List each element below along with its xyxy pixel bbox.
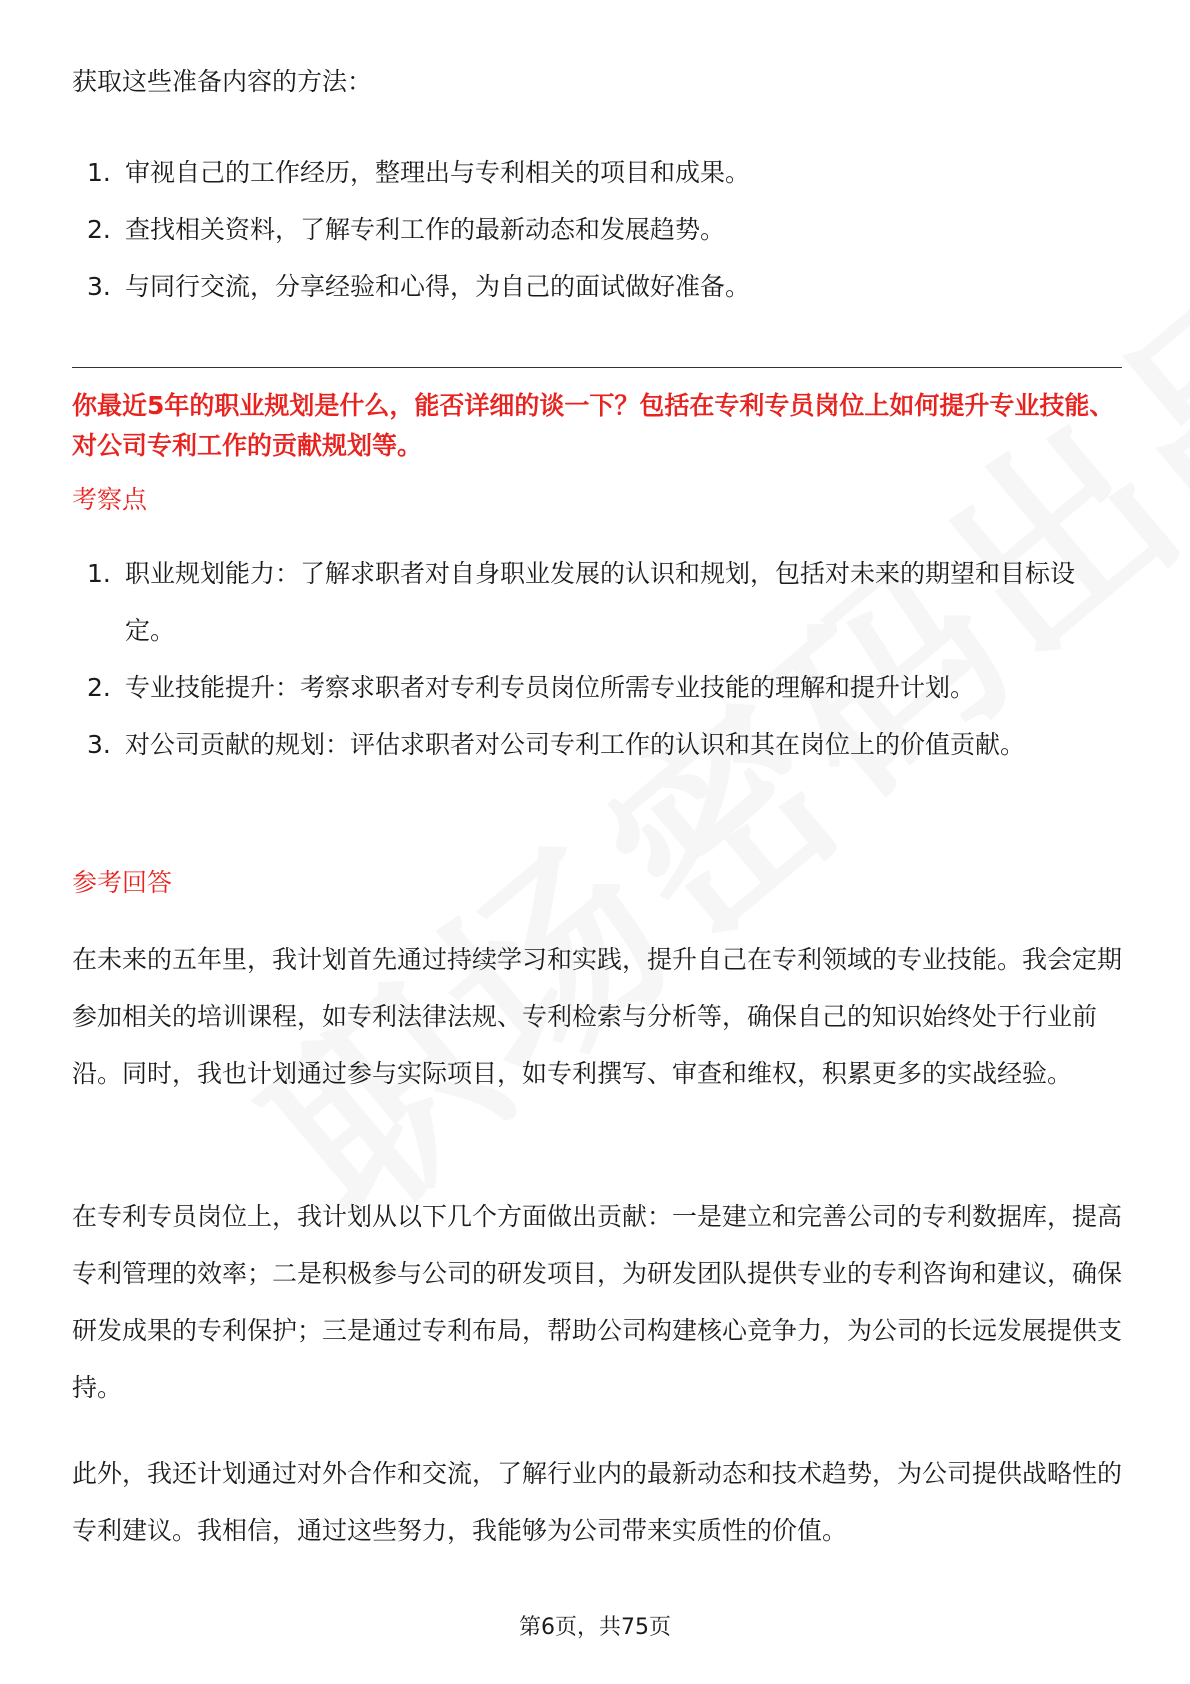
list-number: 1. bbox=[87, 158, 111, 187]
interview-question: 你最近5年的职业规划是什么，能否详细的谈一下？包括在专利专员岗位上如何提升专业技能、对公司专利工作的贡献规划等。 bbox=[72, 391, 1115, 460]
answer-paragraph: 此外，我还计划通过对外合作和交流，了解行业内的最新动态和技术趋势，为公司提供战略性的专利建议。我相信，通过这些努力，我能够为公司带来实质性的价值。 bbox=[72, 1459, 1123, 1545]
answer-paragraph: 在专利专员岗位上，我计划从以下几个方面做出贡献：一是建立和完善公司的专利数据库，提高专利管理的效率；二是积极参与公司的研发项目，为研发团队提供专业的专利咨询和建议，确保研发成果的专利保护；三是通过专利布局，帮助公司构建核心竞争力，为公司的长远发展提供支持。 bbox=[72, 1202, 1123, 1402]
list-item bbox=[72, 258, 1122, 315]
list-item-text: 专业技能提升：考察求职者对专利专员岗位所需专业技能的理解和提升计划。 bbox=[125, 673, 976, 702]
list-item bbox=[72, 659, 1122, 716]
list-item bbox=[72, 545, 1122, 659]
list-number: 3. bbox=[87, 730, 111, 759]
list-number: 2. bbox=[87, 215, 111, 244]
answer-paragraph: 在未来的五年里，我计划首先通过持续学习和实践，提升自己在专利领域的专业技能。我会定期参加相关的培训课程，如专利法律法规、专利检索与分析等，确保自己的知识始终处于行业前沿。同时，我也计划通过参与实际项目，如专利撰写、审查和维权，积累更多的实战经验。 bbox=[72, 945, 1123, 1088]
page-footer: 第6页，共75页 bbox=[519, 1615, 671, 1640]
intro-text: 获取这些准备内容的方法： bbox=[72, 67, 373, 96]
list-number: 3. bbox=[87, 272, 111, 301]
prep-methods-list bbox=[72, 144, 1122, 315]
kaocha-list bbox=[72, 545, 1122, 773]
list-item-text: 职业规划能力：了解求职者对自身职业发展的认识和规划，包括对未来的期望和目标设定。 bbox=[125, 559, 1076, 645]
list-item-text: 审视自己的工作经历，整理出与专利相关的项目和成果。 bbox=[125, 158, 751, 187]
list-item bbox=[72, 201, 1122, 258]
list-number: 2. bbox=[87, 673, 111, 702]
list-item bbox=[72, 716, 1122, 773]
list-item-text: 查找相关资料，了解专利工作的最新动态和发展趋势。 bbox=[125, 215, 726, 244]
list-number: 1. bbox=[87, 559, 111, 588]
kaocha-heading: 考察点 bbox=[72, 485, 148, 514]
section-divider bbox=[72, 367, 1122, 368]
list-item-text: 对公司贡献的规划：评估求职者对公司专利工作的认识和其在岗位上的价值贡献。 bbox=[125, 730, 1026, 759]
list-item-text: 与同行交流，分享经验和心得，为自己的面试做好准备。 bbox=[125, 272, 751, 301]
answer-heading: 参考回答 bbox=[72, 868, 173, 897]
list-item bbox=[72, 144, 1122, 201]
